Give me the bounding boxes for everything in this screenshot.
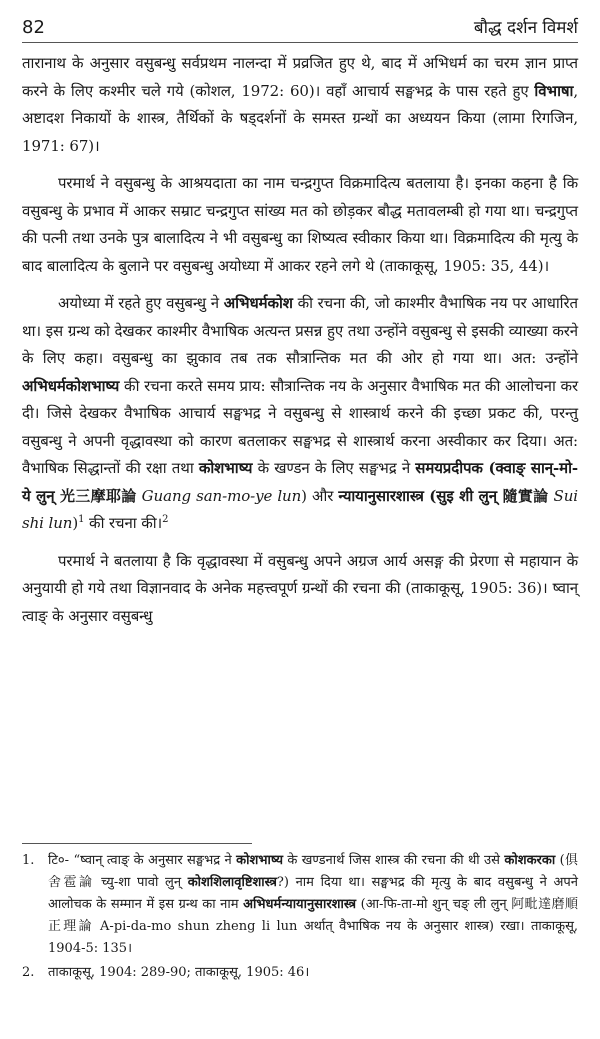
text-span: की रचना करते समय प्राय: सौत्रान्तिक नय के अनुसार वैभाषिक मत की आलोचना कर दी। जिसे देखकर वैभाषिक आचार्य सङ्घभद्र ने वसुबन्धु से शास्त्रार्थ करने की इच्छा प्रकट की, परन्तु वसुबन्धु ने अपनी वृद्धावस्था को कारण बतलाकर सङ्घभद्र से शास्त्रार्थ करना अस्वीकार कर दिया। अत: वैभाषिक सिद्धान्तों की रक्षा तथा <box>22 376 578 477</box>
text-span: ?) नाम दिया था। सङ्घभद्र की मृत्यु के बाद वसुबन्धु ने अपने आलोचक के सम्मान में इस ग्रन्थ का नाम <box>48 875 578 912</box>
text-span: , अष्टादश निकायों के शास्त्र, तैर्थिकों के षड्दर्शनों के समस्त ग्रन्थों का अध्ययन किया (लामा रिगजिन, 1971: 67)। <box>22 81 578 155</box>
paragraph-4 <box>22 548 578 631</box>
running-title: बौद्ध दर्शन विमर्श <box>473 18 578 38</box>
paragraph-1 <box>22 50 578 160</box>
text-span: की रचना की। <box>84 514 163 532</box>
main-text <box>22 50 578 640</box>
footnote-number: 1. <box>22 853 35 868</box>
text-span: के खण्डनार्थ जिस शास्त्र की रचना की थी उसे <box>283 853 505 868</box>
footnote-1 <box>22 850 578 960</box>
text-span: परमार्थ ने बतलाया है कि वृद्धावस्था में वसुबन्धु अपने अग्रज आर्य असङ्ग की प्रेरणा से महायान के अनुयायी हो गये तथा विज्ञानवाद के अनेक महत्त्वपूर्ण ग्रन्थों की रचना की (ताकाकूसू, 1905: 36)। ष्वान् त्वाङ् के अनुसार वसुबन्धु <box>22 551 578 625</box>
bold-term: अभिधर्मकोशभाष्य <box>22 376 120 395</box>
text-span: ) और <box>301 486 339 505</box>
text-span: टि०- “ष्वान् त्वाङ् के अनुसार सङ्घभद्र ने <box>48 853 237 868</box>
bold-term: न्यायानुसारशास्त्र (सुइ शी लुन् 隨實論 <box>338 486 549 505</box>
paragraph-3 <box>22 290 578 538</box>
footnotes <box>22 850 578 986</box>
footnote-ref-1[interactable]: 1 <box>78 514 85 525</box>
text-span: के खण्डन के लिए सङ्घभद्र ने <box>252 459 416 477</box>
text-span: तारानाथ के अनुसार वसुबन्धु सर्वप्रथम नालन्दा में प्रव्रजित हुए थे, बाद में अभिधर्म का चरम ज्ञान प्राप्त करने के लिए कश्मीर चले गये (कोशल, 1972: 60)। वहाँ आचार्य सङ्घभद्र के पास रहते हुए <box>22 54 578 100</box>
text-span: की रचना की, जो काश्मीर वैभाषिक नय पर आधारित था। इस ग्रन्थ को देखकर काश्मीर वैभाषिक अत्यन्त प्रसन्न हुए तथा उन्होंने वसुबन्धु से इसकी व्याख्या करने के लिए कहा। वसुबन्धु का झुकाव तब तक सौत्रान्तिक मत की ओर हो गया था। अत: उन्होंने <box>22 294 579 367</box>
footnote-divider <box>22 843 252 844</box>
bold-term: कोशभाष्य <box>198 459 253 477</box>
bold-term: समयप्रदीपक (क्वाङ् सान्-मो-ये लुन् 光三摩耶論 <box>22 459 578 505</box>
page-number: 82 <box>22 17 45 38</box>
paragraph-2 <box>22 170 578 280</box>
bold-term: विभाषा <box>534 81 574 100</box>
text-span: (俱舍雹論 च्यु-शा पावो लुन् <box>48 853 578 890</box>
footnote-text <box>48 850 578 960</box>
bold-term: कोशशिलावृष्टिशास्त्र <box>187 875 277 890</box>
footnote-text: ताकाकूसू, 1904: 289-90; ताकाकूसू, 1905: 46। <box>48 965 310 980</box>
bold-term: कोशकरका <box>504 853 556 868</box>
bold-term: अभिधर्मकोश <box>223 294 293 312</box>
text-span: अयोध्या में रहते हुए वसुबन्धु ने <box>58 294 224 312</box>
italic-term: Guang san-mo-ye lun <box>136 486 302 505</box>
bold-term: कोशभाष्य <box>236 853 283 868</box>
bold-term: अभिधर्मन्यायानुसारशास्त्र <box>243 897 357 912</box>
italic-term: Sui shi lun <box>22 486 578 532</box>
text-span: परमार्थ ने वसुबन्धु के आश्रयदाता का नाम चन्द्रगुप्त विक्रमादित्य बतलाया है। इनका कहना है कि वसुबन्धु के प्रभाव में आकर सम्राट चन्द्रगुप्त सांख्य मत को छोड़कर बौद्ध मतावलम्बी हो गया था। चन्द्रगुप्त की पत्नी तथा उनके पुत्र बालादित्य ने भी वसुबन्धु का शिष्यत्व स्वीकार किया था। विक्रमादित्य की मृत्यु के बाद बालादित्य के बुलाने पर वसुबन्धु अयोध्या में आकर रहने लगे थे (ताकाकूसू, 1905: 35, 44)। <box>22 174 578 275</box>
footnote-number: 2. <box>22 965 35 980</box>
text-span: ) <box>72 514 79 532</box>
footnote-2 <box>22 962 578 984</box>
text-span: (आ-फि-ता-मो शुन् चङ् ली लुन् 阿毗達磨順正理論 A-pi-da-mo shun zheng li lun अर्थात् वैभाषिक नय के अनुसार शास्त्र) रखा। ताकाकूसू, 1904-5: 135। <box>48 897 578 956</box>
footnote-ref-2[interactable]: 2 <box>162 514 169 525</box>
page-header <box>22 8 578 43</box>
